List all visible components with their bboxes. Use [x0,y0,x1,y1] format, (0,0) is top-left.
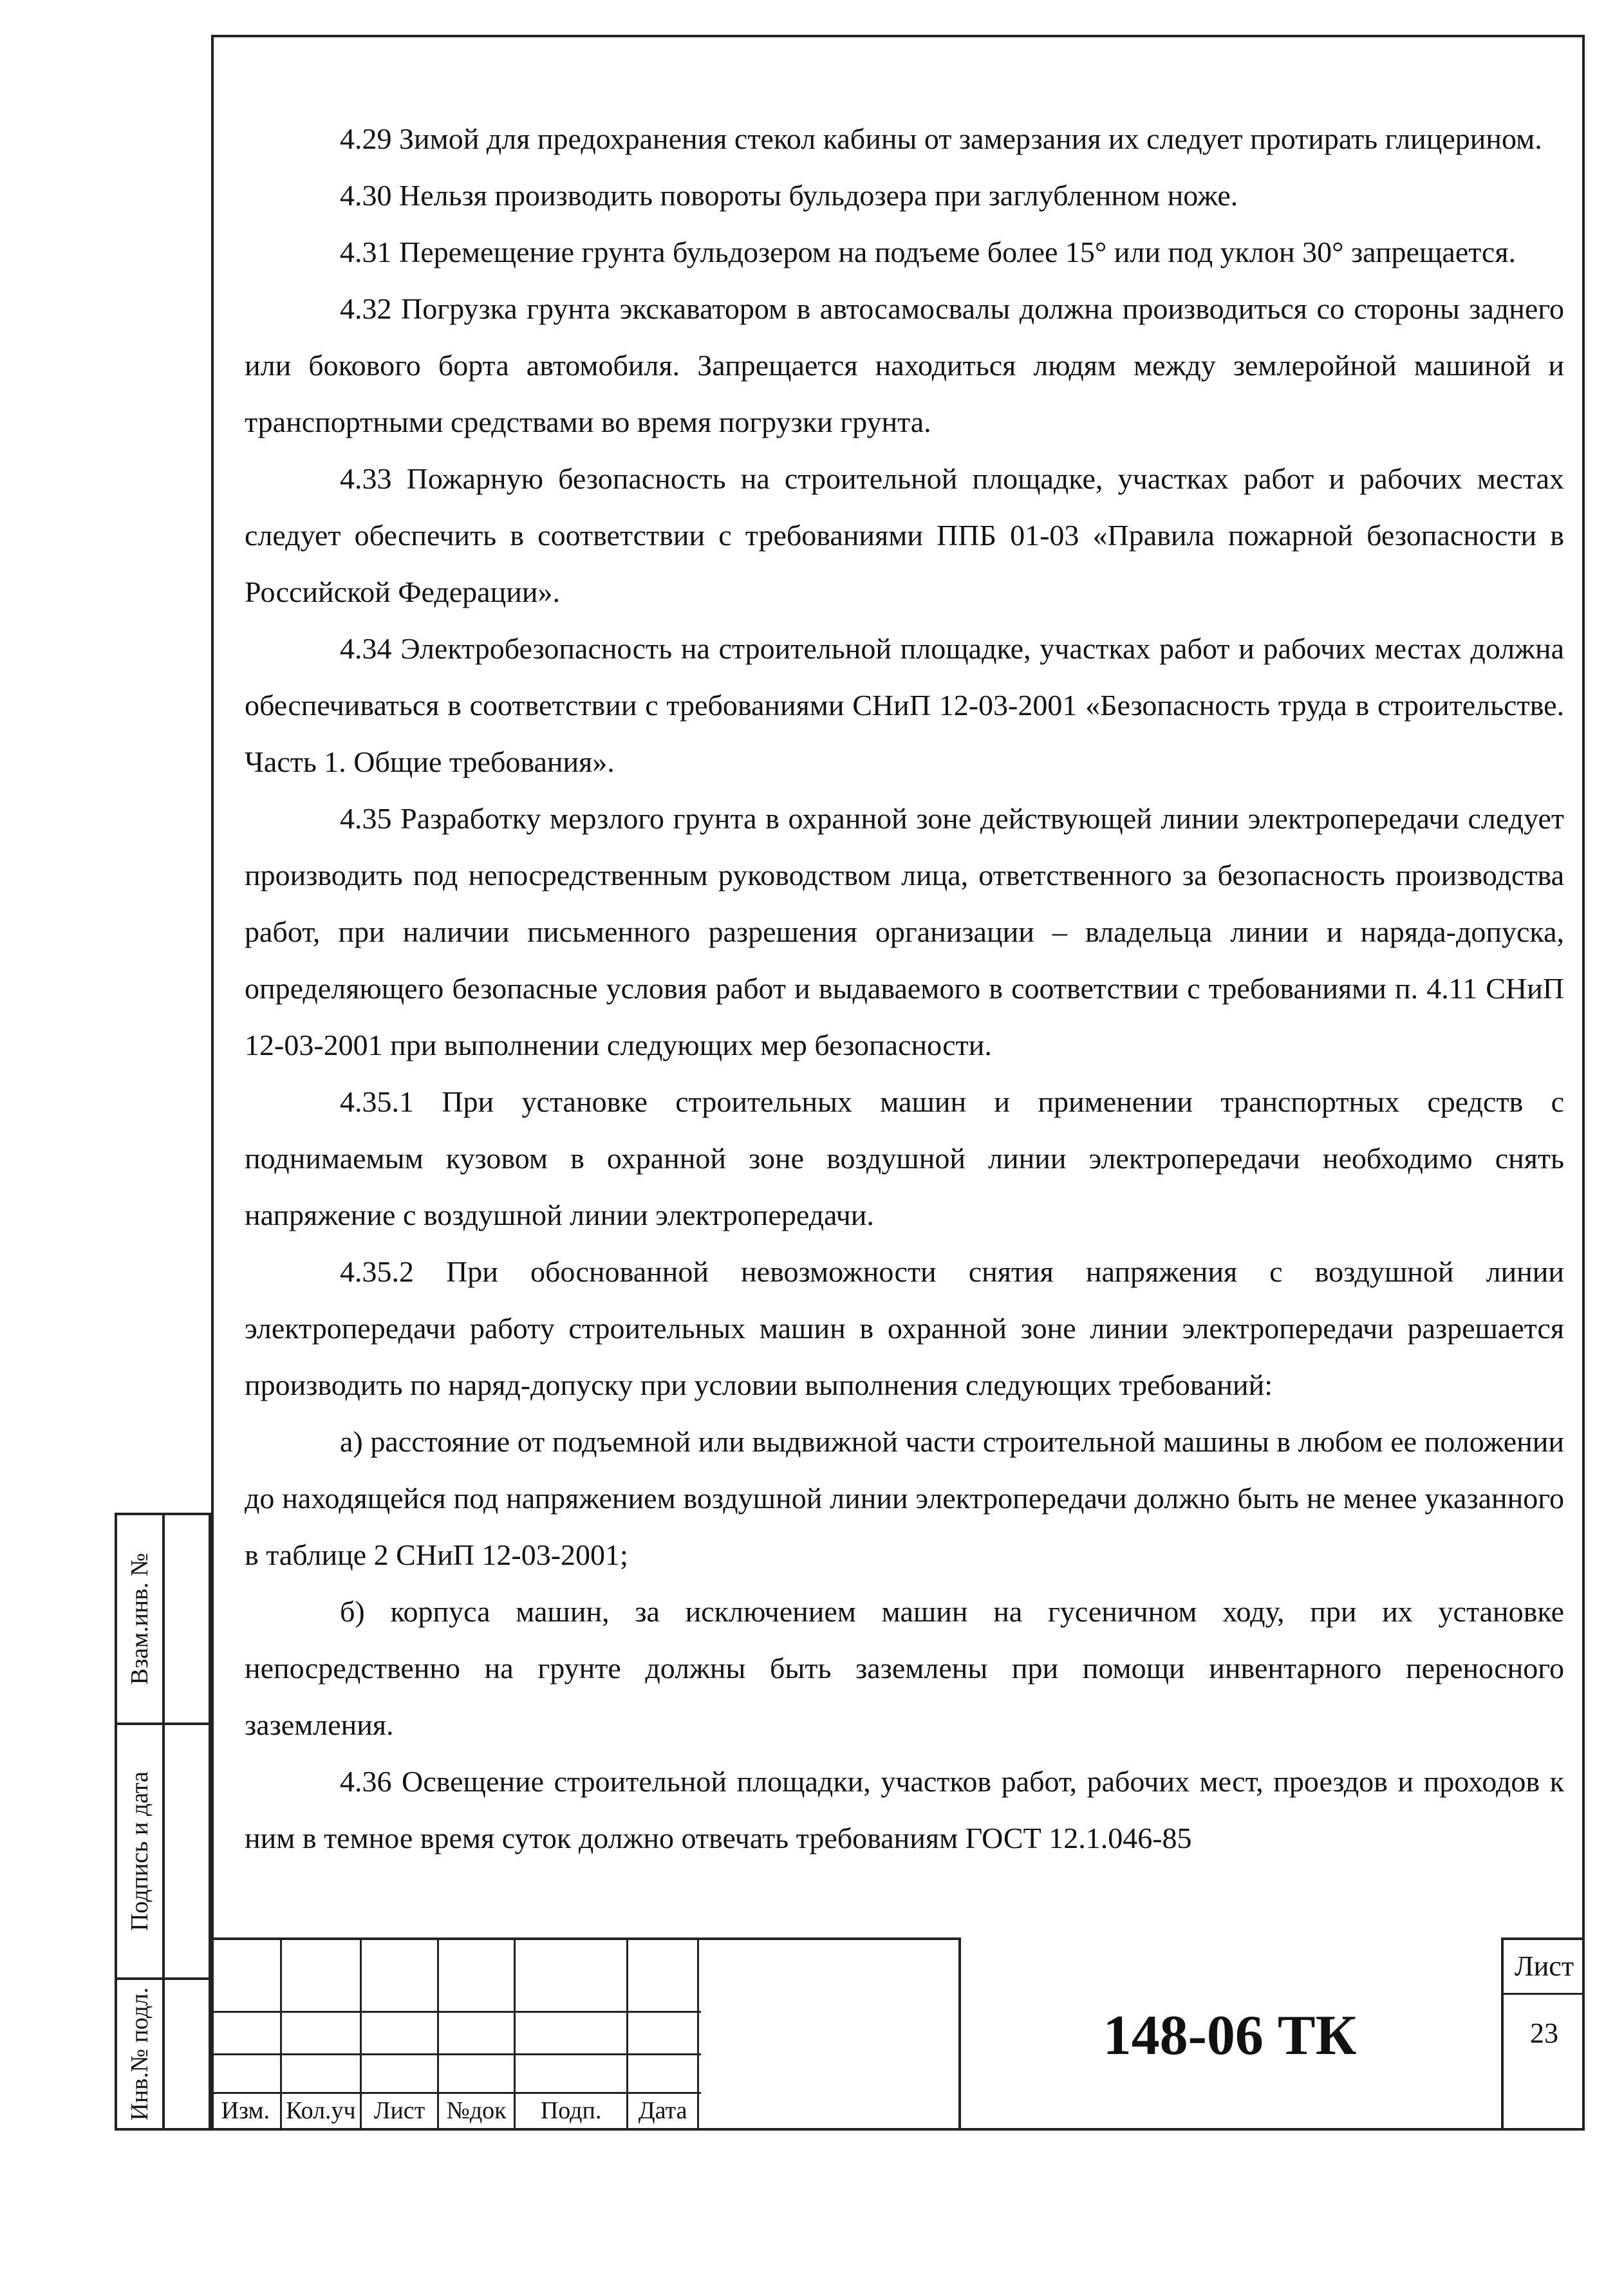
title-block [211,1937,1585,2131]
paragraph-4-31: 4.31 Перемещение грунта бульдозером на подъеме более 15° или под уклон 30° запрещается. [340,236,1516,268]
col-n-dok: №док [446,2097,507,2124]
side-stamp-vzam-label: Взам.инв. № [126,1553,153,1685]
paragraph-4-35-2: 4.35.2 При обоснованной невозможности снятия напряжения с воздушной линии электропередачи работу строительных машин в охранной зоне линии электропередачи разрешается производить по наряд-допуску при условии выполнения следующих требований: [245,1255,1564,1401]
paragraph-4-35-1: 4.35.1 При установке строительных машин и применении транспортных средств с поднимаемым кузовом в охранной зоне воздушной линии электропередачи необходимо снять напряжение с воздушной линии электропередачи. [245,1085,1564,1231]
side-stamp-podpis [115,1723,211,1980]
side-stamp-inv-label: Инв.№ подл. [126,1987,153,2121]
document-body [245,111,1564,1867]
paragraph-4-33: 4.33 Пожарную безопасность на строительной площадке, участках работ и рабочих местах следует обеспечить в соответствии с требованиями ППБ 01-03 «Правила пожарной безопасности в Российской Федерации». [245,462,1564,608]
sheet-number: 23 [1530,2017,1558,2049]
paragraph-4-29: 4.29 Зимой для предохранения стекол кабины от замерзания их следует протирать глицерином. [340,122,1542,155]
side-stamp-vzam [115,1513,211,1725]
side-stamp-podpis-label: Подпись и дата [126,1771,153,1932]
col-kol-uch: Кол.уч [286,2097,356,2124]
paragraph-item-a: а) расстояние от подъемной или выдвижной части строительной машины в любом ее положении до находящейся под напряжением воздушной линии электропередачи должно быть не менее указанного в таблице 2 СНиП 12-03-2001; [245,1425,1564,1571]
paragraph-4-35: 4.35 Разработку мерзлого грунта в охранной зоне действующей линии электропередачи следует производить под непосредственным руководством лица, ответственного за безопасность производства работ, при наличии письменного разрешения организации – владельца линии и наряда-допуска, определяющего безопасные условия работ и выдаваемого в соответствии с требованиями п. 4.11 СНиП 12-03-2001 при выполнении следующих мер безопасности. [245,802,1564,1061]
side-stamp-inv [115,1977,211,2131]
paragraph-4-34: 4.34 Электробезопасность на строительной площадке, участках работ и рабочих местах должна обеспечиваться в соответствии с требованиями СНиП 12-03-2001 «Безопасность труда в строительстве. Часть 1. Общие требования». [245,632,1564,778]
col-podp: Подп. [540,2097,602,2124]
revision-table [211,1937,961,2131]
paragraph-item-b: б) корпуса машин, за исключением машин на гусеничном ходу, при их установке непосредственно на грунте должны быть заземлены при помощи инвентарного переносного заземления. [245,1595,1564,1741]
col-list: Лист [373,2097,425,2124]
paragraph-4-36: 4.36 Освещение строительной площадки, участков работ, рабочих мест, проездов и проходов к ним в темное время суток должно отвечать требованиям ГОСТ 12.1.046-85 [245,1765,1564,1854]
col-data: Дата [638,2097,687,2124]
paragraph-4-32: 4.32 Погрузка грунта экскаватором в автосамосвалы должна производиться со стороны заднего или бокового борта автомобиля. Запрещается находиться людям между землеройной машиной и транспортными средствами во время погрузки грунта. [245,292,1564,438]
document-code: 148-06 ТК [1103,2004,1357,2067]
col-izm: Изм. [221,2097,270,2124]
sheet-label: Лист [1504,1940,1585,1995]
sheet-box [1501,1937,1585,2131]
paragraph-4-30: 4.30 Нельзя производить повороты бульдозера при заглубленном ноже. [340,179,1238,212]
